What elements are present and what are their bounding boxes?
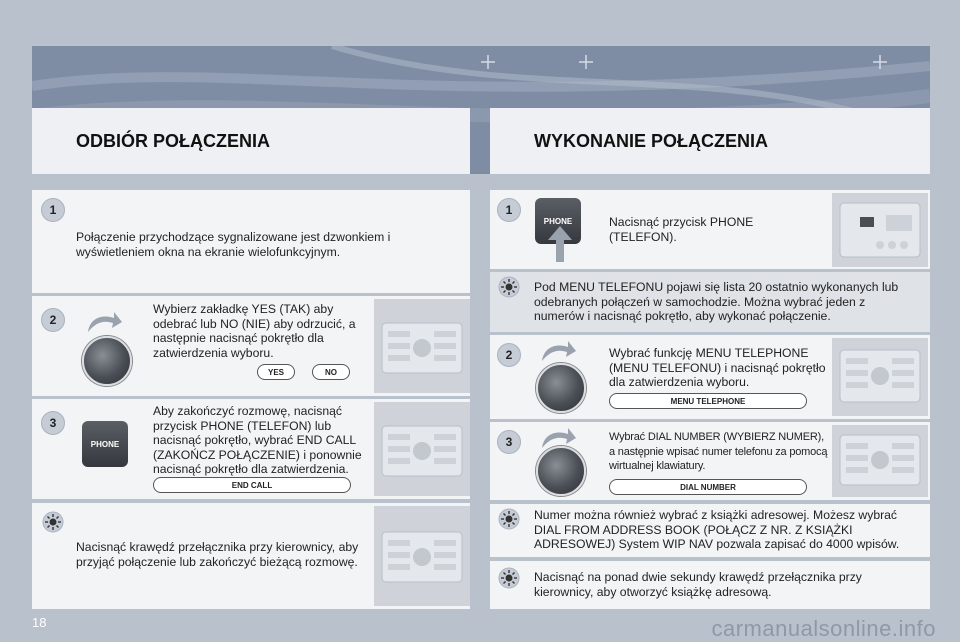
watermark: carmanualsonline.info <box>711 616 936 641</box>
page-number: 18 <box>32 615 47 630</box>
right-tip2-panel <box>490 504 930 557</box>
right-title-box <box>490 108 930 174</box>
dial-knob-icon <box>536 446 586 496</box>
step-badge: 2 <box>497 343 521 367</box>
left-step1-panel <box>32 190 470 293</box>
left-step2-panel <box>32 296 470 396</box>
left-tip-text: Nacisnąć krawędź przełącznika przy kierownicy, aby przyjąć połączenie lub zakończyć bieżącą rozmowę. <box>76 540 359 569</box>
end-call-option: END CALL <box>153 477 351 493</box>
left-step3-text: Aby zakończyć rozmowę, nacisnąć przycisk PHONE (TELEFON) lub nacisnąć pokrętło, wybrać END CALL (ZAKOŃCZ POŁĄCZENIE) i ponownie nacisnąć pokrętło dla zatwierdzenia. <box>153 404 362 476</box>
dial-number-option: DIAL NUMBER <box>609 479 807 495</box>
tip-sun-icon <box>498 567 520 589</box>
right-tip1-panel <box>490 272 930 332</box>
left-title-box <box>32 108 470 174</box>
tip-sun-icon <box>498 508 520 530</box>
phone-key-icon: PHONE <box>82 421 128 467</box>
right-step2-panel <box>490 335 930 419</box>
dashboard-photo <box>374 299 470 393</box>
dashboard-photo <box>374 506 470 606</box>
dial-knob-icon <box>82 336 132 386</box>
no-option: NO <box>312 364 350 380</box>
dashboard-photo <box>832 425 928 497</box>
step-badge: 1 <box>41 198 65 222</box>
rotate-arrow-icon <box>538 337 578 365</box>
right-step2-text: Wybrać funkcję MENU TELEPHONE (MENU TELEFONU) i nacisnąć pokrętło dla zatwierdzenia wyboru. <box>609 346 826 389</box>
right-step3-panel <box>490 422 930 500</box>
dial-knob-icon <box>536 363 586 413</box>
tip-sun-icon <box>42 511 64 533</box>
right-tip1-text: Pod MENU TELEFONU pojawi się lista 20 ostatnio wykonanych lub odebranych połączeń w samochodzie. Można wybrać jeden z numerów i nacisnąć pokrętło, aby wykonać połączenie. <box>534 280 899 323</box>
left-section-title: ODBIÓR POŁĄCZENIA <box>76 130 271 151</box>
dashboard-photo <box>832 338 928 416</box>
dashboard-photo <box>832 193 928 267</box>
step-badge: 1 <box>497 198 521 222</box>
right-section-title: WYKONANIE POŁĄCZENIA <box>534 130 768 151</box>
left-tip-panel <box>32 503 470 609</box>
phone-key-icon: PHONE <box>535 198 581 244</box>
dashboard-photo <box>374 402 470 496</box>
step-badge: 3 <box>497 430 521 454</box>
right-step3-text: Wybrać DIAL NUMBER (WYBIERZ NUMER), a następnie wpisać numer telefonu za pomocą wirtualnej klawiatury. <box>609 431 828 472</box>
yes-option: YES <box>257 364 295 380</box>
right-step1-text: Nacisnąć przycisk PHONE (TELEFON). <box>609 215 754 244</box>
right-tip3-text: Nacisnąć na ponad dwie sekundy krawędź przełącznika przy kierownicy, aby otworzyć książkę adresową. <box>534 570 862 599</box>
press-arrow-icon <box>548 226 572 262</box>
rotate-arrow-icon <box>84 308 124 336</box>
right-tip2-text: Numer można również wybrać z książki adresowej. Możesz wybrać DIAL FROM ADDRESS BOOK (POŁĄCZ Z NR. Z KSIĄŻKI ADRESOWEJ) System WIP NAV pozwala zapisać do 4000 wpisów. <box>534 508 900 551</box>
left-step3-panel <box>32 399 470 499</box>
right-tip3-panel <box>490 561 930 609</box>
tip-sun-icon <box>498 276 520 298</box>
menu-telephone-option: MENU TELEPHONE <box>609 393 807 409</box>
step-badge: 2 <box>41 308 65 332</box>
left-step1-text: Połączenie przychodzące sygnalizowane jest dzwonkiem i wyświetleniem okna na ekranie wielofunkcyjnym. <box>76 230 391 259</box>
right-step1-panel <box>490 190 930 269</box>
step-badge: 3 <box>41 411 65 435</box>
left-step2-text: Wybierz zakładkę YES (TAK) aby odebrać lub NO (NIE) aby odrzucić, a następnie nacisnąć pokrętło dla zatwierdzenia wyboru. <box>153 302 356 360</box>
